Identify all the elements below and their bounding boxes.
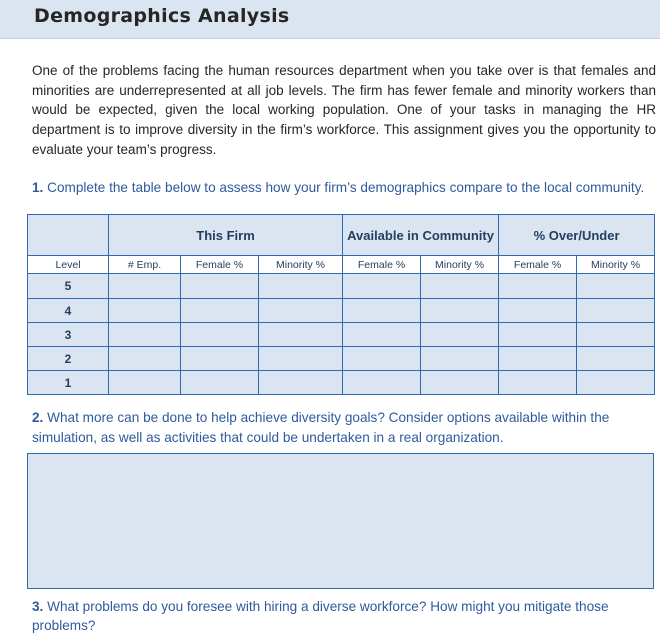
input-cell-firm-female[interactable] <box>181 347 259 371</box>
table-row-level-4 <box>28 299 655 323</box>
input-cell-diff-female[interactable] <box>499 274 577 299</box>
input-cell-community-female[interactable] <box>343 274 421 299</box>
row-level-label: 3 <box>28 323 109 347</box>
input-cell-community-female[interactable] <box>343 299 421 323</box>
question-2 <box>32 408 652 448</box>
question-2-number: 2. <box>32 410 44 425</box>
col-header-num-emp: # Emp. <box>109 256 181 274</box>
input-cell-num-emp[interactable] <box>109 347 181 371</box>
demographics-table <box>27 214 655 395</box>
question-2-text: What more can be done to help achieve diversity goals? Consider options available within the simulation, as well as activities that could be undertaken in a real organization. <box>32 410 610 445</box>
group-header-available: Available in Community <box>343 215 499 256</box>
col-header-community-female: Female % <box>343 256 421 274</box>
input-cell-diff-female[interactable] <box>499 347 577 371</box>
col-header-diff-female: Female % <box>499 256 577 274</box>
question-3-text: What problems do you foresee with hiring a diverse workforce? How might you mitigate those problems? <box>32 599 609 633</box>
input-cell-num-emp[interactable] <box>109 323 181 347</box>
question-1-number: 1. <box>32 180 44 195</box>
input-cell-community-minority[interactable] <box>421 371 499 395</box>
col-header-level: Level <box>28 256 109 274</box>
row-level-label: 1 <box>28 371 109 395</box>
question-1 <box>32 178 650 197</box>
input-cell-firm-minority[interactable] <box>259 347 343 371</box>
col-header-community-minority: Minority % <box>421 256 499 274</box>
input-cell-community-female[interactable] <box>343 371 421 395</box>
input-cell-community-female[interactable] <box>343 347 421 371</box>
row-level-label: 4 <box>28 299 109 323</box>
col-header-firm-minority: Minority % <box>259 256 343 274</box>
input-cell-firm-female[interactable] <box>181 323 259 347</box>
page-title: Demographics Analysis <box>34 5 290 27</box>
group-header-over-under: % Over/Under <box>499 215 655 256</box>
table-corner-cell <box>28 215 109 256</box>
question-3 <box>32 597 652 635</box>
input-cell-firm-minority[interactable] <box>259 299 343 323</box>
input-cell-firm-female[interactable] <box>181 371 259 395</box>
input-cell-diff-female[interactable] <box>499 323 577 347</box>
table-row-level-3 <box>28 323 655 347</box>
intro-paragraph: One of the problems facing the human resources department when you take over is that females and minorities are underrepresented at all job levels. The firm has fewer female and minority workers than would be expected, given the local working population. One of your tasks in managing the HR department is to improve diversity in the firm’s workforce. This assignment gives you the opportunity to evaluate your team’s progress. <box>32 63 656 157</box>
question-2-answer-box[interactable] <box>27 453 654 589</box>
col-header-firm-female: Female % <box>181 256 259 274</box>
input-cell-firm-female[interactable] <box>181 274 259 299</box>
table-row-level-5 <box>28 274 655 299</box>
input-cell-community-minority[interactable] <box>421 347 499 371</box>
input-cell-firm-female[interactable] <box>181 299 259 323</box>
table-row-level-2 <box>28 347 655 371</box>
input-cell-community-minority[interactable] <box>421 323 499 347</box>
table-row-level-1 <box>28 371 655 395</box>
input-cell-num-emp[interactable] <box>109 299 181 323</box>
title-bar <box>0 0 660 39</box>
input-cell-diff-female[interactable] <box>499 371 577 395</box>
input-cell-firm-minority[interactable] <box>259 323 343 347</box>
input-cell-num-emp[interactable] <box>109 274 181 299</box>
input-cell-community-minority[interactable] <box>421 299 499 323</box>
col-header-diff-minority: Minority % <box>577 256 655 274</box>
row-level-label: 5 <box>28 274 109 299</box>
input-cell-community-minority[interactable] <box>421 274 499 299</box>
input-cell-diff-minority[interactable] <box>577 323 655 347</box>
group-header-this-firm: This Firm <box>109 215 343 256</box>
input-cell-firm-minority[interactable] <box>259 371 343 395</box>
input-cell-firm-minority[interactable] <box>259 274 343 299</box>
input-cell-diff-minority[interactable] <box>577 274 655 299</box>
question-1-text: Complete the table below to assess how your firm’s demographics compare to the local community. <box>47 180 645 195</box>
input-cell-diff-minority[interactable] <box>577 347 655 371</box>
input-cell-diff-female[interactable] <box>499 299 577 323</box>
question-3-number: 3. <box>32 599 44 614</box>
input-cell-num-emp[interactable] <box>109 371 181 395</box>
input-cell-diff-minority[interactable] <box>577 299 655 323</box>
input-cell-community-female[interactable] <box>343 323 421 347</box>
input-cell-diff-minority[interactable] <box>577 371 655 395</box>
row-level-label: 2 <box>28 347 109 371</box>
